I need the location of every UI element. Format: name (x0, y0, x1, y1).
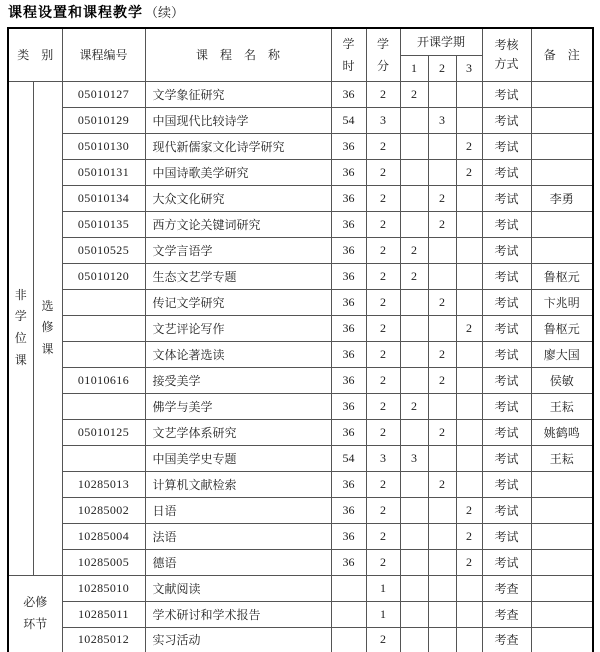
cell-credits: 2 (366, 471, 400, 497)
category-non-degree (8, 81, 33, 575)
header-semesters: 开课学期 (400, 28, 482, 55)
cell-sem1: 2 (400, 263, 428, 289)
cell-hours: 36 (331, 133, 366, 159)
table-row (8, 289, 593, 315)
table-row (8, 315, 593, 341)
cell-note (531, 471, 593, 497)
page-title-main: 课程设置和课程教学 (8, 4, 143, 20)
cell-sem1 (400, 211, 428, 237)
cell-course-code: 05010125 (62, 419, 145, 445)
cell-course-code: 10285011 (62, 601, 145, 627)
cell-sem2 (428, 263, 456, 289)
category-elective-label: 选修课 (41, 298, 54, 356)
cell-hours: 36 (331, 159, 366, 185)
table-row (8, 471, 593, 497)
cell-assessment: 考试 (482, 263, 531, 289)
cell-course-code (62, 315, 145, 341)
cell-credits: 2 (366, 263, 400, 289)
table-row (8, 393, 593, 419)
table-row (8, 263, 593, 289)
cell-course-name: 西方文论关键词研究 (145, 211, 331, 237)
cell-course-name: 实习活动 (145, 627, 331, 652)
cell-sem3 (456, 237, 482, 263)
cell-course-code: 10285012 (62, 627, 145, 652)
cell-note: 姚鹤鸣 (531, 419, 593, 445)
cell-hours (331, 601, 366, 627)
table-row (8, 159, 593, 185)
header-hours (331, 28, 366, 81)
cell-sem1: 2 (400, 393, 428, 419)
page-title (8, 4, 593, 22)
cell-assessment: 考试 (482, 523, 531, 549)
cell-sem2 (428, 315, 456, 341)
cell-course-name: 德语 (145, 549, 331, 575)
cell-sem3 (456, 419, 482, 445)
cell-credits: 2 (366, 289, 400, 315)
header-sem-3: 3 (456, 55, 482, 81)
cell-sem3 (456, 575, 482, 601)
cell-credits: 2 (366, 185, 400, 211)
cell-sem1 (400, 367, 428, 393)
cell-sem1 (400, 289, 428, 315)
cell-course-name: 法语 (145, 523, 331, 549)
cell-assessment: 考试 (482, 237, 531, 263)
cell-sem3: 2 (456, 497, 482, 523)
cell-course-code: 10285010 (62, 575, 145, 601)
cell-assessment: 考查 (482, 627, 531, 652)
cell-credits: 2 (366, 315, 400, 341)
cell-credits: 3 (366, 445, 400, 471)
cell-sem1 (400, 315, 428, 341)
cell-course-code (62, 341, 145, 367)
cell-credits: 2 (366, 159, 400, 185)
cell-note (531, 549, 593, 575)
cell-course-code: 05010131 (62, 159, 145, 185)
cell-hours: 36 (331, 367, 366, 393)
cell-assessment: 考试 (482, 107, 531, 133)
header-course-name: 课 程 名 称 (145, 28, 331, 81)
cell-assessment: 考试 (482, 471, 531, 497)
cell-hours: 36 (331, 523, 366, 549)
cell-course-name: 文学象征研究 (145, 81, 331, 107)
table-body (8, 81, 593, 652)
cell-hours: 36 (331, 289, 366, 315)
cell-hours: 36 (331, 393, 366, 419)
cell-hours: 54 (331, 107, 366, 133)
cell-course-code (62, 445, 145, 471)
table-row (8, 549, 593, 575)
cell-course-code: 05010525 (62, 237, 145, 263)
table-row (8, 445, 593, 471)
cell-assessment: 考试 (482, 133, 531, 159)
header-sem-1: 1 (400, 55, 428, 81)
cell-hours: 36 (331, 263, 366, 289)
cell-course-name: 日语 (145, 497, 331, 523)
cell-note (531, 133, 593, 159)
cell-sem3 (456, 263, 482, 289)
table-row (8, 601, 593, 627)
table-header (8, 28, 593, 81)
cell-course-code: 10285013 (62, 471, 145, 497)
cell-note (531, 237, 593, 263)
cell-assessment: 考试 (482, 341, 531, 367)
cell-course-code: 10285002 (62, 497, 145, 523)
cell-sem1 (400, 575, 428, 601)
course-table (7, 27, 594, 652)
cell-credits: 1 (366, 601, 400, 627)
table-row (8, 523, 593, 549)
category-elective (33, 81, 62, 575)
cell-sem2: 2 (428, 185, 456, 211)
cell-sem1 (400, 159, 428, 185)
cell-sem3 (456, 367, 482, 393)
header-notes: 备 注 (531, 28, 593, 81)
page-title-suffix: （续） (145, 5, 185, 20)
cell-hours: 36 (331, 185, 366, 211)
cell-assessment: 考试 (482, 367, 531, 393)
cell-sem1 (400, 601, 428, 627)
cell-note (531, 601, 593, 627)
cell-hours: 36 (331, 237, 366, 263)
cell-course-name: 计算机文献检索 (145, 471, 331, 497)
cell-course-name: 大众文化研究 (145, 185, 331, 211)
cell-course-code (62, 289, 145, 315)
cell-course-code: 05010120 (62, 263, 145, 289)
cell-course-name: 文体论著选读 (145, 341, 331, 367)
cell-course-name: 现代新儒家文化诗学研究 (145, 133, 331, 159)
cell-course-name: 文艺学体系研究 (145, 419, 331, 445)
header-course-code: 课程编号 (62, 28, 145, 81)
cell-note: 李勇 (531, 185, 593, 211)
cell-note (531, 159, 593, 185)
cell-sem2: 2 (428, 211, 456, 237)
cell-credits: 2 (366, 497, 400, 523)
cell-sem3 (456, 341, 482, 367)
cell-note (531, 575, 593, 601)
cell-note: 鲁枢元 (531, 315, 593, 341)
header-credits (366, 28, 400, 81)
cell-assessment: 考试 (482, 315, 531, 341)
cell-course-code (62, 393, 145, 419)
cell-assessment: 考试 (482, 393, 531, 419)
header-credits-label: 学分 (377, 36, 390, 73)
cell-note (531, 497, 593, 523)
header-sem-2: 2 (428, 55, 456, 81)
cell-course-name: 生态文艺学专题 (145, 263, 331, 289)
cell-sem1 (400, 549, 428, 575)
cell-sem3 (456, 185, 482, 211)
cell-assessment: 考查 (482, 575, 531, 601)
cell-hours: 36 (331, 81, 366, 107)
cell-sem1 (400, 419, 428, 445)
cell-sem1 (400, 133, 428, 159)
cell-sem1 (400, 185, 428, 211)
cell-sem2 (428, 445, 456, 471)
cell-credits: 2 (366, 627, 400, 652)
cell-sem2: 2 (428, 341, 456, 367)
cell-assessment: 考试 (482, 419, 531, 445)
cell-sem2 (428, 549, 456, 575)
cell-course-name: 佛学与美学 (145, 393, 331, 419)
cell-note (531, 211, 593, 237)
cell-assessment: 考试 (482, 81, 531, 107)
cell-sem1 (400, 497, 428, 523)
cell-sem1 (400, 341, 428, 367)
header-assessment (482, 28, 531, 81)
cell-course-code: 05010127 (62, 81, 145, 107)
cell-sem3 (456, 289, 482, 315)
cell-assessment: 考试 (482, 185, 531, 211)
cell-note (531, 81, 593, 107)
cell-course-name: 传记文学研究 (145, 289, 331, 315)
cell-hours: 54 (331, 445, 366, 471)
cell-sem2 (428, 497, 456, 523)
cell-note: 王耘 (531, 445, 593, 471)
category-required-label: 必修环节 (23, 594, 48, 631)
cell-course-code: 01010616 (62, 367, 145, 393)
cell-sem2: 3 (428, 107, 456, 133)
cell-sem3: 2 (456, 315, 482, 341)
cell-sem3: 2 (456, 549, 482, 575)
cell-course-name: 学术研讨和学术报告 (145, 601, 331, 627)
table-row (8, 185, 593, 211)
table-row (8, 497, 593, 523)
table-row (8, 341, 593, 367)
cell-assessment: 考试 (482, 211, 531, 237)
cell-sem3: 2 (456, 159, 482, 185)
cell-course-name: 文献阅读 (145, 575, 331, 601)
cell-sem2 (428, 627, 456, 652)
header-hours-label: 学时 (342, 36, 355, 73)
cell-sem3: 2 (456, 133, 482, 159)
table-row (8, 419, 593, 445)
table-row (8, 107, 593, 133)
cell-sem2: 2 (428, 289, 456, 315)
cell-course-name: 中国美学史专题 (145, 445, 331, 471)
cell-sem3 (456, 627, 482, 652)
cell-sem1: 2 (400, 81, 428, 107)
cell-course-name: 文学言语学 (145, 237, 331, 263)
cell-credits: 2 (366, 549, 400, 575)
cell-sem1 (400, 107, 428, 133)
cell-credits: 2 (366, 81, 400, 107)
cell-assessment: 考试 (482, 159, 531, 185)
cell-sem3: 2 (456, 523, 482, 549)
cell-note (531, 627, 593, 652)
header-row-1 (8, 28, 593, 55)
cell-sem2 (428, 237, 456, 263)
cell-assessment: 考试 (482, 289, 531, 315)
cell-credits: 2 (366, 341, 400, 367)
cell-sem2 (428, 393, 456, 419)
cell-credits: 2 (366, 419, 400, 445)
cell-hours: 36 (331, 549, 366, 575)
cell-sem2 (428, 601, 456, 627)
cell-note: 廖大国 (531, 341, 593, 367)
table-row (8, 627, 593, 652)
cell-assessment: 考查 (482, 601, 531, 627)
cell-sem3 (456, 393, 482, 419)
cell-credits: 2 (366, 237, 400, 263)
cell-hours (331, 627, 366, 652)
cell-course-code: 10285004 (62, 523, 145, 549)
cell-sem3 (456, 601, 482, 627)
header-category: 类 别 (8, 28, 62, 81)
cell-sem1 (400, 471, 428, 497)
cell-course-code: 10285005 (62, 549, 145, 575)
cell-note: 侯敏 (531, 367, 593, 393)
cell-assessment: 考试 (482, 445, 531, 471)
table-row (8, 81, 593, 107)
cell-sem3 (456, 471, 482, 497)
cell-hours: 36 (331, 471, 366, 497)
cell-credits: 1 (366, 575, 400, 601)
cell-sem3 (456, 211, 482, 237)
cell-sem3 (456, 445, 482, 471)
cell-credits: 2 (366, 393, 400, 419)
cell-assessment: 考试 (482, 497, 531, 523)
cell-credits: 2 (366, 211, 400, 237)
cell-hours (331, 575, 366, 601)
table-row (8, 575, 593, 601)
cell-note: 王耘 (531, 393, 593, 419)
cell-course-name: 中国诗歌美学研究 (145, 159, 331, 185)
cell-hours: 36 (331, 419, 366, 445)
cell-sem2 (428, 133, 456, 159)
cell-sem2 (428, 575, 456, 601)
header-assessment-label: 考核方式 (494, 38, 519, 71)
cell-course-code: 05010135 (62, 211, 145, 237)
cell-sem1: 3 (400, 445, 428, 471)
cell-sem1 (400, 627, 428, 652)
cell-course-code: 05010129 (62, 107, 145, 133)
category-non-degree-label: 非学位课 (14, 287, 27, 367)
cell-hours: 36 (331, 497, 366, 523)
table-row (8, 237, 593, 263)
cell-hours: 36 (331, 315, 366, 341)
cell-course-name: 中国现代比较诗学 (145, 107, 331, 133)
table-row (8, 133, 593, 159)
cell-note (531, 523, 593, 549)
cell-course-name: 接受美学 (145, 367, 331, 393)
cell-sem3 (456, 81, 482, 107)
cell-credits: 3 (366, 107, 400, 133)
cell-note: 卞兆明 (531, 289, 593, 315)
cell-sem2: 2 (428, 471, 456, 497)
cell-assessment: 考试 (482, 549, 531, 575)
table-row (8, 367, 593, 393)
cell-sem2: 2 (428, 419, 456, 445)
cell-course-name: 文艺评论写作 (145, 315, 331, 341)
cell-course-code: 05010134 (62, 185, 145, 211)
cell-credits: 2 (366, 133, 400, 159)
category-required (8, 575, 62, 652)
table-row (8, 211, 593, 237)
cell-sem2 (428, 159, 456, 185)
cell-sem2: 2 (428, 367, 456, 393)
cell-credits: 2 (366, 367, 400, 393)
cell-sem1 (400, 523, 428, 549)
cell-sem2 (428, 81, 456, 107)
cell-credits: 2 (366, 523, 400, 549)
cell-course-code: 05010130 (62, 133, 145, 159)
cell-note (531, 107, 593, 133)
cell-note: 鲁枢元 (531, 263, 593, 289)
cell-sem1: 2 (400, 237, 428, 263)
cell-sem3 (456, 107, 482, 133)
cell-hours: 36 (331, 211, 366, 237)
cell-sem2 (428, 523, 456, 549)
cell-hours: 36 (331, 341, 366, 367)
